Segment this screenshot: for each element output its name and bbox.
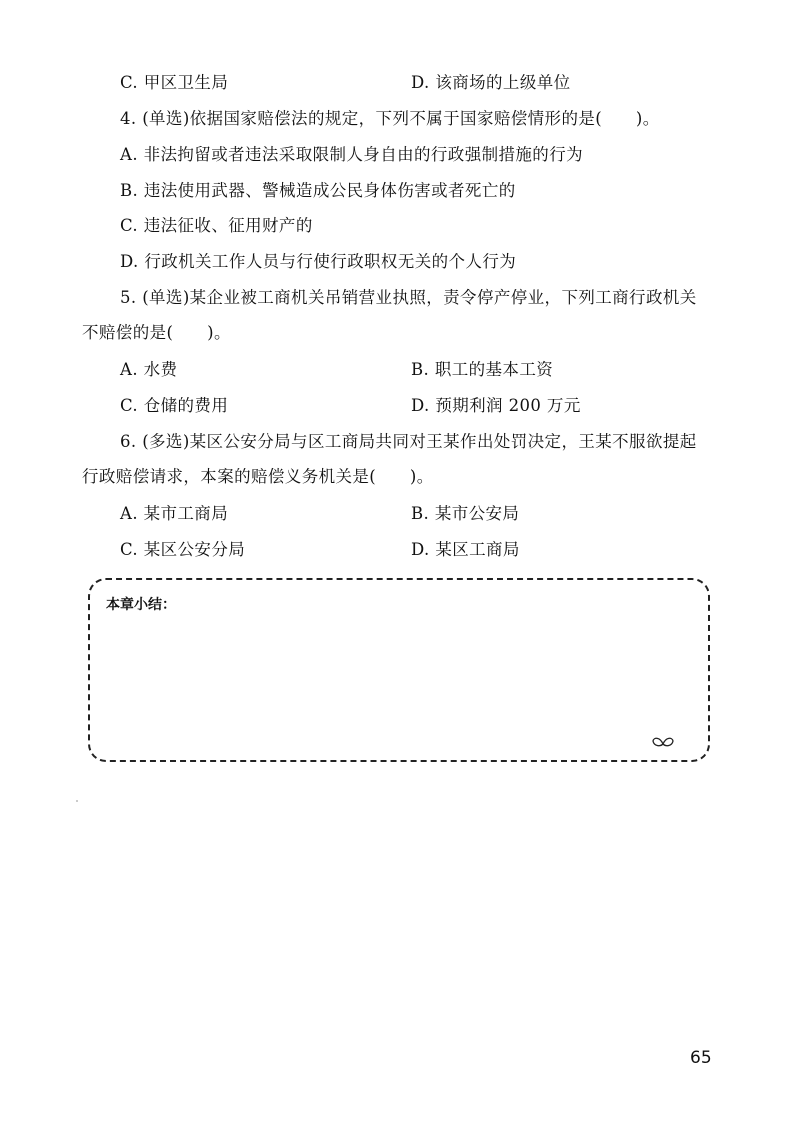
question-4: 4. (单选)依据国家赔偿法的规定，下列不属于国家赔偿情形的是( )。 [120, 109, 660, 128]
option-6d: D. 某区工商局 [411, 540, 520, 559]
option-5a: A. 水费 [120, 360, 178, 379]
option-5b: B. 职工的基本工资 [411, 360, 554, 379]
option-4d: D. 行政机关工作人员与行使行政职权无关的个人行为 [120, 252, 517, 271]
option-6c: C. 某区公安分局 [120, 540, 246, 559]
option-4c: C. 违法征收、征用财产的 [120, 216, 313, 235]
scan-speck [76, 800, 78, 802]
option-6a: A. 某市工商局 [120, 504, 229, 523]
option-5c: C. 仓储的费用 [120, 396, 229, 415]
leaf-icon [652, 733, 674, 752]
question-6-line1: 6. (多选)某区公安分局与区工商局共同对王某作出处罚决定，王某不服欲提起 [120, 432, 697, 451]
option-3c: C. 甲区卫生局 [120, 73, 229, 92]
option-4b: B. 违法使用武器、警械造成公民身体伤害或者死亡的 [120, 181, 516, 200]
question-5-line1: 5. (单选)某企业被工商机关吊销营业执照，责令停产停业，下列工商行政机关 [120, 288, 697, 307]
chapter-summary-title: 本章小结： [106, 597, 176, 613]
option-3d: D. 该商场的上级单位 [411, 73, 571, 92]
option-5d: D. 预期利润 200 万元 [411, 396, 581, 415]
question-5-line2: 不赔偿的是( )。 [82, 323, 231, 342]
option-4a: A. 非法拘留或者违法采取限制人身自由的行政强制措施的行为 [120, 145, 584, 164]
page-number: 65 [690, 1048, 712, 1068]
chapter-summary-box [88, 578, 710, 762]
option-6b: B. 某市公安局 [411, 504, 520, 523]
question-6-line2: 行政赔偿请求，本案的赔偿义务机关是( )。 [82, 467, 434, 486]
